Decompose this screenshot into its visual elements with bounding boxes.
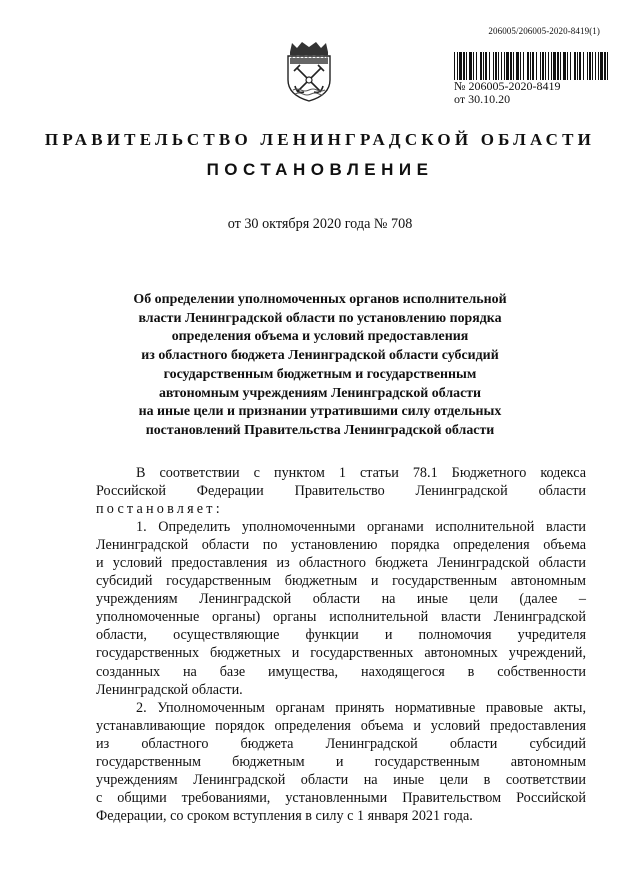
body-line: учреждениям Ленинградской области на иные цели (далее – <box>96 591 586 608</box>
body-line: созданных на базе имущества, находящегося в собственности <box>96 663 586 680</box>
document-date-number: от 30 октября 2020 года № 708 <box>227 216 413 232</box>
subject-line: автономным учреждениям Ленинградской области <box>158 385 482 401</box>
document-subject <box>100 291 540 441</box>
barcode-icon <box>454 52 608 80</box>
registration-date: от 30.10.20 <box>454 92 511 106</box>
body-line: устанавливающие порядок определения объема и условий предоставления <box>96 717 586 734</box>
body-line: области, осуществляющие функции и полномочия учредителя <box>96 627 586 644</box>
subject-line: постановлений Правительства Ленинградской области <box>145 422 495 438</box>
registration-block <box>454 80 560 106</box>
body-line: из областного бюджета Ленинградской области субсидий <box>96 735 586 752</box>
government-title: ПРАВИТЕЛЬСТВО ЛЕНИНГРАДСКОЙ ОБЛАСТИ <box>44 130 596 149</box>
body-line-item-1: 1. Определить уполномоченными органами исполнительной власти <box>136 519 586 536</box>
registration-number: № 206005-2020-8419 <box>454 79 561 93</box>
document-body <box>96 464 586 825</box>
body-line: учреждениям Ленинградской области на иные цели в соответствии <box>96 771 586 788</box>
body-line: уполномоченные органы) органы исполнительной власти Ленинградской <box>96 609 586 626</box>
body-line: государственным бюджетным и государственным автономным <box>96 753 586 770</box>
body-line-resolves: постановляет: <box>96 501 223 518</box>
body-line: Ленинградской области. <box>96 681 243 698</box>
body-line: с общими требованиями, установленными Правительством Российской <box>96 789 586 806</box>
subject-line: государственным бюджетным и государственным <box>163 366 477 382</box>
subject-line: на иные цели и признании утратившими силу отдельных <box>138 404 502 420</box>
body-line: и условий предоставления из областного бюджета Ленинградской области <box>96 555 586 572</box>
body-line-item-2: 2. Уполномоченным органам принять нормативные правовые акты, <box>136 699 586 716</box>
body-line: Федерации, со сроком вступления в силу с 1 января 2021 года. <box>96 807 473 824</box>
body-line: государственных бюджетных и государственных автономных учреждений, <box>96 645 586 662</box>
subject-line: из областного бюджета Ленинградской области субсидий <box>141 348 499 364</box>
coat-of-arms-icon <box>284 40 334 102</box>
body-line: Российской Федерации Правительство Ленинградской области <box>96 483 586 500</box>
subject-line: определения объема и условий предоставления <box>171 329 469 345</box>
body-line: Ленинградской области по установлению порядка определения объема <box>96 537 586 554</box>
document-type: ПОСТАНОВЛЕНИЕ <box>206 160 434 179</box>
body-line: субсидий государственным бюджетным и государственным автономным <box>96 573 586 590</box>
document-id: 206005/206005-2020-8419(1) <box>488 26 600 36</box>
body-line-preamble: В соответствии с пунктом 1 статьи 78.1 Бюджетного кодекса <box>136 465 586 481</box>
subject-line: Об определении уполномоченных органов исполнительной <box>133 292 507 307</box>
subject-line: власти Ленинградской области по установлению порядка <box>138 310 502 326</box>
